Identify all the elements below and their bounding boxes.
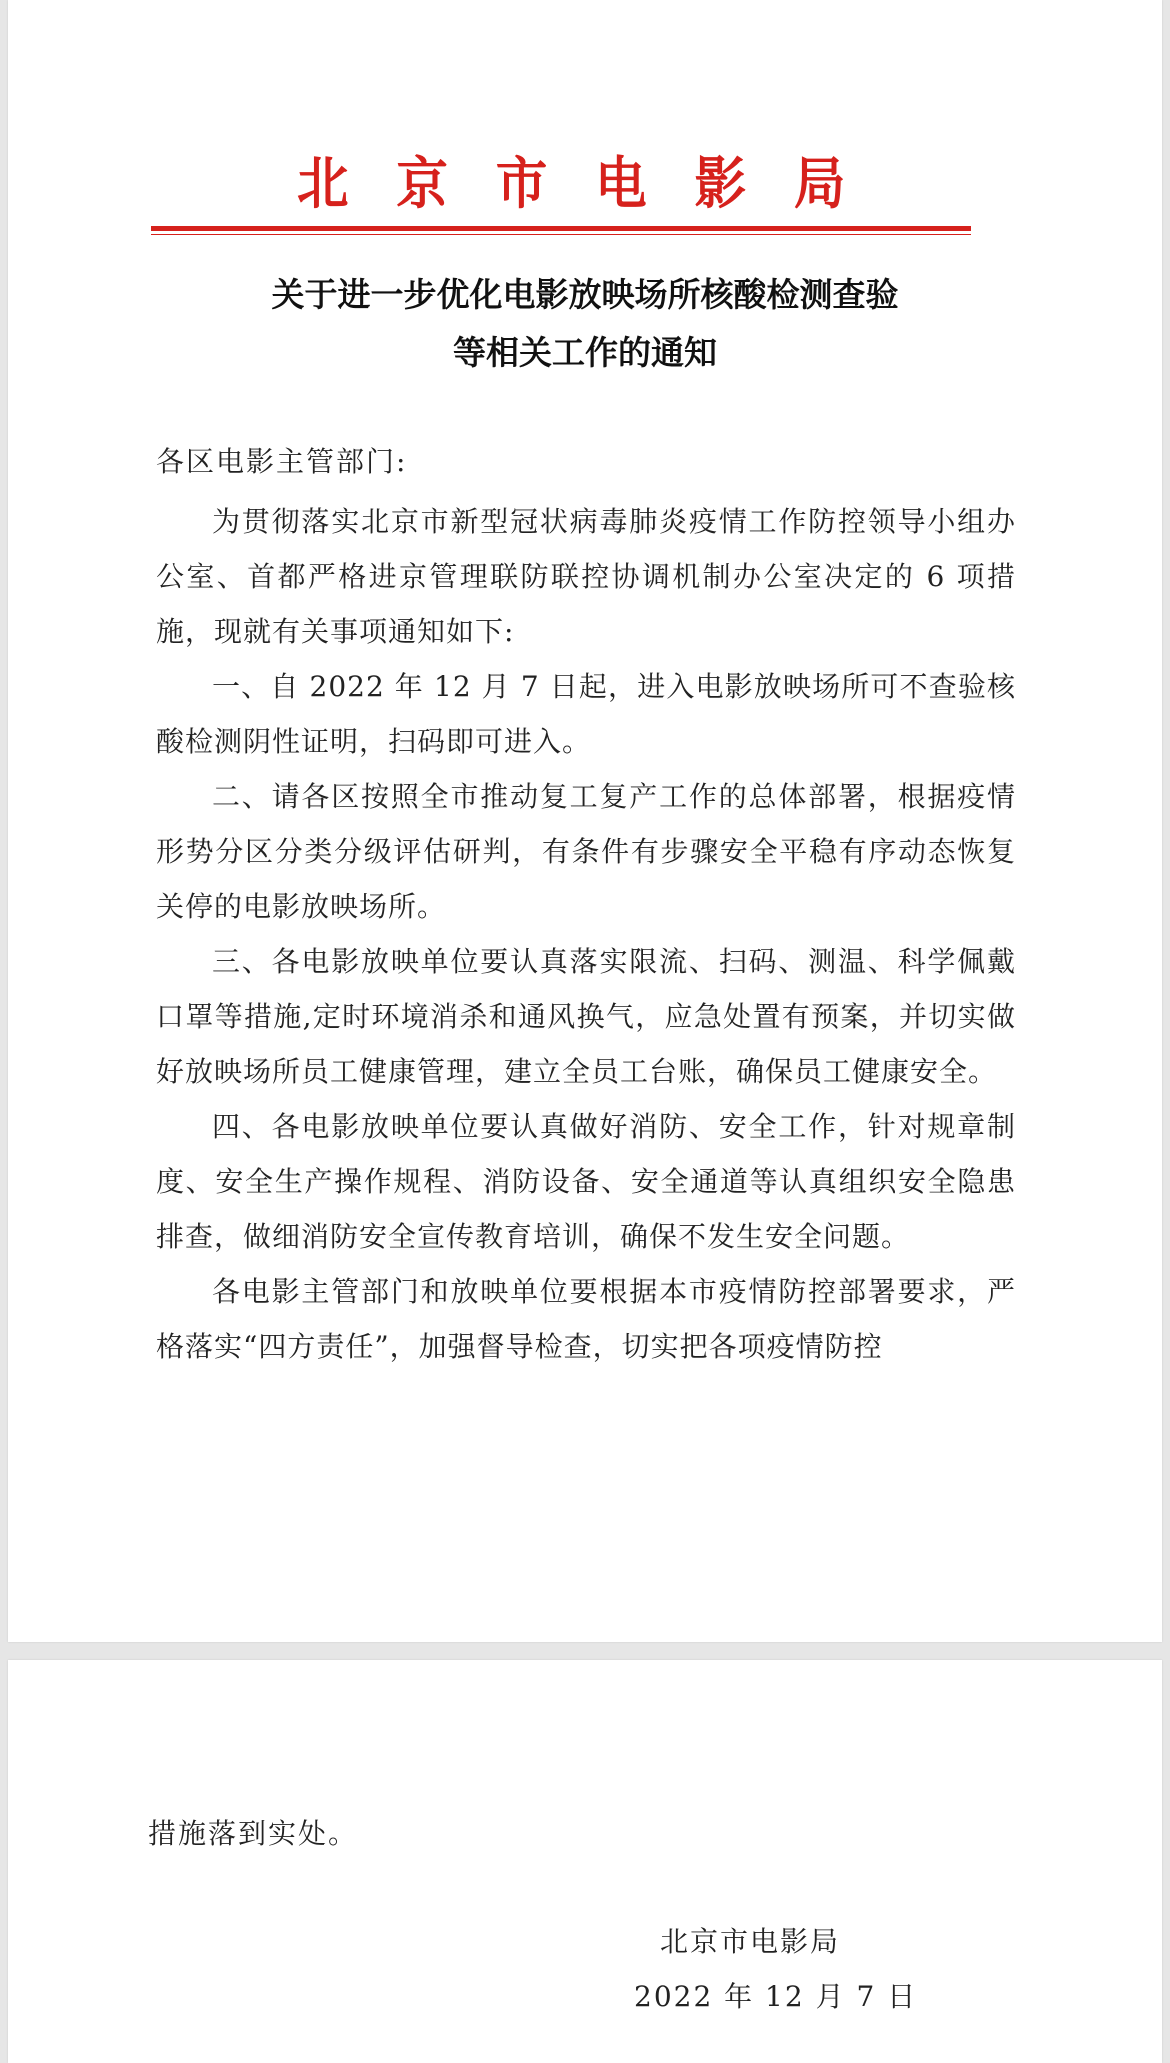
notice-body <box>156 494 1016 1374</box>
paragraph-item-2: 二、请各区按照全市推动复工复产工作的总体部署，根据疫情形势分区分类分级评估研判，有条件有步骤安全平稳有序动态恢复关停的电影放映场所。 <box>156 780 1016 923</box>
document-page-1 <box>8 0 1162 1642</box>
document-page-2 <box>8 1660 1162 2063</box>
salutation: 各区电影主管部门: <box>156 445 408 478</box>
paragraph-item-3: 三、各电影放映单位要认真落实限流、扫码、测温、科学佩戴口罩等措施,定时环境消杀和通风换气，应急处置有预案，并切实做好放映场所员工健康管理，建立全员工台账，确保员工健康安全。 <box>156 945 1016 1088</box>
paragraph-intro: 为贯彻落实北京市新型冠状病毒肺炎疫情工作防控领导小组办公室、首都严格进京管理联防联控协调机制办公室决定的 6 项措施，现就有关事项通知如下: <box>156 505 1016 648</box>
letterhead-title: 北京市电影局 <box>297 152 894 217</box>
paragraph-closing: 各电影主管部门和放映单位要根据本市疫情防控部署要求，严格落实“四方责任”，加强督导检查，切实把各项疫情防控 <box>156 1275 1016 1363</box>
letterhead-thin-rule <box>151 234 971 235</box>
paragraph-item-4: 四、各电影放映单位要认真做好消防、安全工作，针对规章制度、安全生产操作规程、消防设备、安全通道等认真组织安全隐患排查，做细消防安全宣传教育培训，确保不发生安全问题。 <box>156 1110 1016 1253</box>
letterhead-red-rule <box>151 226 971 231</box>
closing-continuation: 措施落到实处。 <box>148 1817 359 1850</box>
notice-title-line-1: 关于进一步优化电影放映场所核酸检测查验 <box>271 275 899 314</box>
signature-organization: 北京市电影局 <box>660 1925 841 1958</box>
notice-title-line-2: 等相关工作的通知 <box>453 333 717 372</box>
signature-date: 2022 年 12 月 7 日 <box>634 1980 918 2013</box>
paragraph-item-1: 一、自 2022 年 12 月 7 日起，进入电影放映场所可不查验核酸检测阴性证明，扫码即可进入。 <box>156 670 1016 758</box>
